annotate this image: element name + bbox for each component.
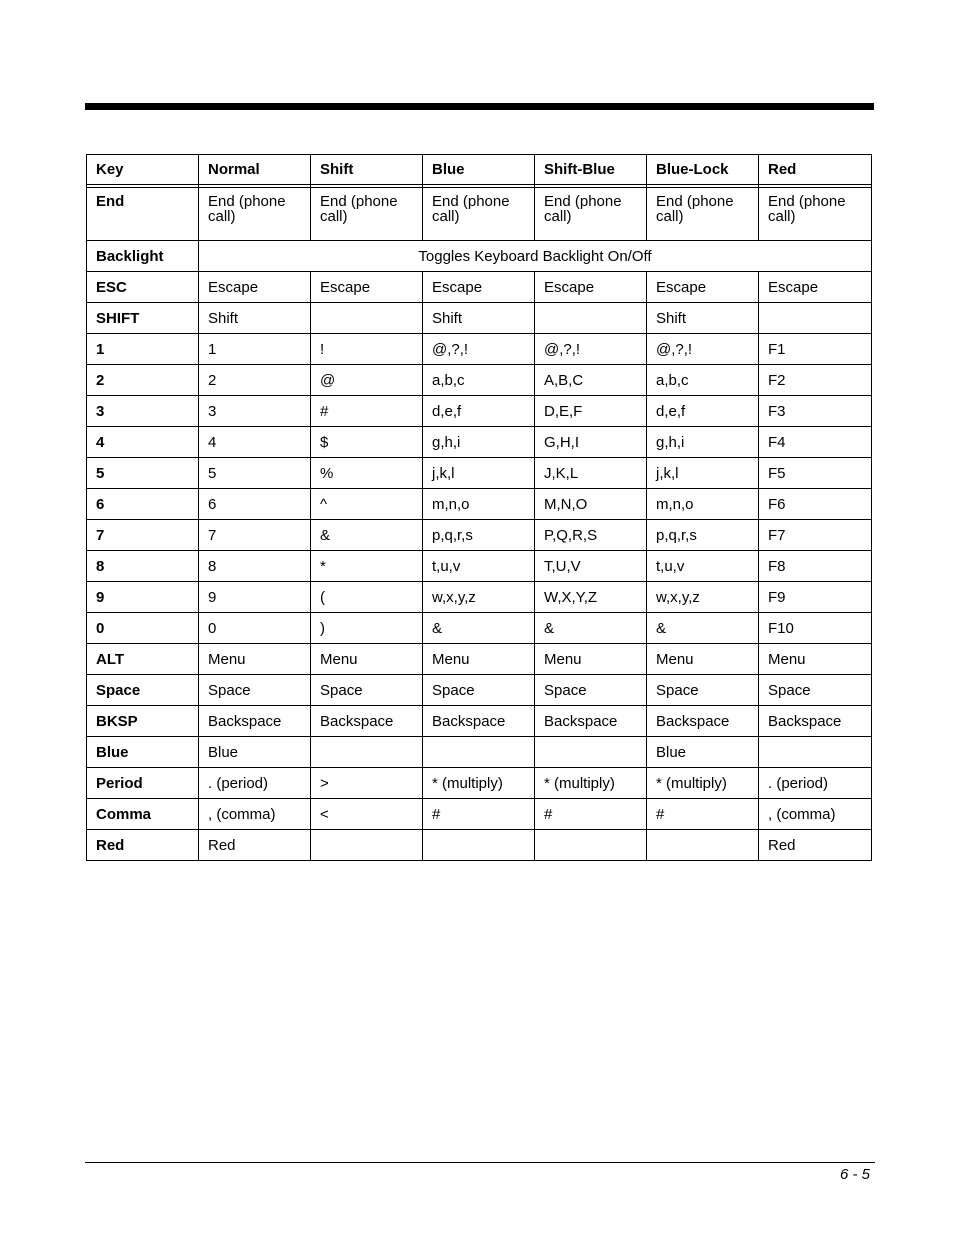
table-cell: * (multiply) <box>647 768 759 799</box>
key-mapping-table <box>86 154 872 861</box>
key-cell: 7 <box>87 520 199 551</box>
table-cell <box>647 830 759 861</box>
table-row <box>87 458 872 489</box>
table-cell: F10 <box>759 613 872 644</box>
table-row <box>87 799 872 830</box>
table-cell: 7 <box>199 520 311 551</box>
table-cell: 6 <box>199 489 311 520</box>
table-cell: Backspace <box>423 706 535 737</box>
table-cell <box>759 737 872 768</box>
table-cell: Escape <box>423 272 535 303</box>
table-cell: P,Q,R,S <box>535 520 647 551</box>
table-cell: Menu <box>423 644 535 675</box>
key-cell: Backlight <box>87 241 199 272</box>
table-cell <box>311 303 423 334</box>
key-cell: SHIFT <box>87 303 199 334</box>
table-cell: M,N,O <box>535 489 647 520</box>
header-shift-blue: Shift-Blue <box>535 155 647 185</box>
table-cell: Escape <box>199 272 311 303</box>
table-cell: Blue <box>647 737 759 768</box>
table-cell: * (multiply) <box>423 768 535 799</box>
table-cell: m,n,o <box>647 489 759 520</box>
table-cell: > <box>311 768 423 799</box>
table-cell: Backspace <box>647 706 759 737</box>
header-normal: Normal <box>199 155 311 185</box>
table-cell: G,H,I <box>535 427 647 458</box>
table-row <box>87 334 872 365</box>
table-header-row <box>87 155 872 185</box>
table-cell: Escape <box>759 272 872 303</box>
key-cell: 8 <box>87 551 199 582</box>
key-cell: 5 <box>87 458 199 489</box>
table-row <box>87 737 872 768</box>
table-cell: Backspace <box>199 706 311 737</box>
table-cell: 1 <box>199 334 311 365</box>
table-cell: 2 <box>199 365 311 396</box>
table-cell: p,q,r,s <box>423 520 535 551</box>
table-cell: ( <box>311 582 423 613</box>
table-cell: d,e,f <box>647 396 759 427</box>
key-cell: Comma <box>87 799 199 830</box>
table-cell: m,n,o <box>423 489 535 520</box>
table-cell: t,u,v <box>647 551 759 582</box>
table-cell: Red <box>759 830 872 861</box>
table-cell: F8 <box>759 551 872 582</box>
key-cell: 9 <box>87 582 199 613</box>
table-row <box>87 520 872 551</box>
table-cell: ! <box>311 334 423 365</box>
table-cell: F5 <box>759 458 872 489</box>
table-cell: Space <box>423 675 535 706</box>
table-cell: Menu <box>759 644 872 675</box>
table-cell: End (phone call) <box>759 188 872 241</box>
key-cell: 0 <box>87 613 199 644</box>
key-cell: 6 <box>87 489 199 520</box>
table-cell: @,?,! <box>423 334 535 365</box>
table-cell: @ <box>311 365 423 396</box>
table-cell <box>423 737 535 768</box>
table-cell: a,b,c <box>647 365 759 396</box>
table-cell: g,h,i <box>647 427 759 458</box>
table-cell: $ <box>311 427 423 458</box>
table-cell: ) <box>311 613 423 644</box>
table-cell: . (period) <box>759 768 872 799</box>
table-cell <box>423 830 535 861</box>
table-cell: 9 <box>199 582 311 613</box>
table-cell: Menu <box>311 644 423 675</box>
key-cell: End <box>87 188 199 241</box>
table-cell: Red <box>199 830 311 861</box>
table-cell: , (comma) <box>759 799 872 830</box>
table-cell: Menu <box>647 644 759 675</box>
table-cell: d,e,f <box>423 396 535 427</box>
table-cell: Shift <box>423 303 535 334</box>
table-cell: F9 <box>759 582 872 613</box>
table-cell: Backspace <box>535 706 647 737</box>
table-cell: j,k,l <box>423 458 535 489</box>
key-cell: Period <box>87 768 199 799</box>
table-row <box>87 675 872 706</box>
table-row <box>87 706 872 737</box>
table-cell: End (phone call) <box>199 188 311 241</box>
table-cell: & <box>311 520 423 551</box>
key-cell: 2 <box>87 365 199 396</box>
table-cell: , (comma) <box>199 799 311 830</box>
table-cell: * (multiply) <box>535 768 647 799</box>
key-cell: 1 <box>87 334 199 365</box>
table-cell: & <box>535 613 647 644</box>
table-cell: p,q,r,s <box>647 520 759 551</box>
table-cell: % <box>311 458 423 489</box>
key-cell: ALT <box>87 644 199 675</box>
table-cell <box>311 737 423 768</box>
table-cell: @,?,! <box>647 334 759 365</box>
key-cell: 4 <box>87 427 199 458</box>
table-cell: < <box>311 799 423 830</box>
backlight-description: Toggles Keyboard Backlight On/Off <box>199 241 872 272</box>
table-row <box>87 582 872 613</box>
table-cell: F4 <box>759 427 872 458</box>
table-row <box>87 830 872 861</box>
table-cell: Space <box>311 675 423 706</box>
table-cell: j,k,l <box>647 458 759 489</box>
table-cell: W,X,Y,Z <box>535 582 647 613</box>
table-cell: End (phone call) <box>535 188 647 241</box>
table-cell <box>311 830 423 861</box>
table-cell: End (phone call) <box>311 188 423 241</box>
table-row <box>87 489 872 520</box>
table-cell: End (phone call) <box>423 188 535 241</box>
key-cell: Red <box>87 830 199 861</box>
table-cell: 8 <box>199 551 311 582</box>
table-cell: Backspace <box>311 706 423 737</box>
table-cell: @,?,! <box>535 334 647 365</box>
table-row <box>87 613 872 644</box>
table-cell: 0 <box>199 613 311 644</box>
table-cell: D,E,F <box>535 396 647 427</box>
table-cell <box>759 303 872 334</box>
key-cell: BKSP <box>87 706 199 737</box>
table-row <box>87 365 872 396</box>
table-cell: Backspace <box>759 706 872 737</box>
table-cell: Space <box>535 675 647 706</box>
page-number: 6 - 5 <box>839 1166 870 1183</box>
table-cell: F2 <box>759 365 872 396</box>
table-cell: Menu <box>535 644 647 675</box>
header-blue: Blue <box>423 155 535 185</box>
table-row-backlight <box>87 241 872 272</box>
table-cell: * <box>311 551 423 582</box>
table-cell <box>535 303 647 334</box>
table-cell: 3 <box>199 396 311 427</box>
key-cell: 3 <box>87 396 199 427</box>
table-row-end <box>87 188 872 241</box>
table-row <box>87 272 872 303</box>
table-cell: w,x,y,z <box>423 582 535 613</box>
table-cell: End (phone call) <box>647 188 759 241</box>
table-cell: Shift <box>647 303 759 334</box>
table-cell: F3 <box>759 396 872 427</box>
table-cell: Shift <box>199 303 311 334</box>
table-cell: & <box>423 613 535 644</box>
table-cell: w,x,y,z <box>647 582 759 613</box>
header-key: Key <box>87 155 199 185</box>
table-row <box>87 551 872 582</box>
header-shift: Shift <box>311 155 423 185</box>
key-cell: Space <box>87 675 199 706</box>
table-row <box>87 427 872 458</box>
table-cell <box>535 737 647 768</box>
table-cell: a,b,c <box>423 365 535 396</box>
table-row <box>87 303 872 334</box>
table-row <box>87 644 872 675</box>
table-cell: Space <box>199 675 311 706</box>
table-cell: Blue <box>199 737 311 768</box>
table-cell: F6 <box>759 489 872 520</box>
table-cell: Escape <box>311 272 423 303</box>
table-cell: T,U,V <box>535 551 647 582</box>
table-row <box>87 768 872 799</box>
table-cell: # <box>535 799 647 830</box>
header-blue-lock: Blue-Lock <box>647 155 759 185</box>
table-cell: F1 <box>759 334 872 365</box>
table-cell: Space <box>647 675 759 706</box>
table-cell: 4 <box>199 427 311 458</box>
header-rule <box>85 103 874 110</box>
table-row <box>87 396 872 427</box>
table-cell: . (period) <box>199 768 311 799</box>
table-cell: J,K,L <box>535 458 647 489</box>
table-cell: Escape <box>535 272 647 303</box>
table-cell: # <box>647 799 759 830</box>
table-cell: g,h,i <box>423 427 535 458</box>
header-red: Red <box>759 155 872 185</box>
table-cell: A,B,C <box>535 365 647 396</box>
footer-rule <box>85 1162 875 1163</box>
table-cell: 5 <box>199 458 311 489</box>
table-cell: # <box>423 799 535 830</box>
table-cell: Menu <box>199 644 311 675</box>
table-cell: ^ <box>311 489 423 520</box>
key-cell: Blue <box>87 737 199 768</box>
key-cell: ESC <box>87 272 199 303</box>
table-cell: # <box>311 396 423 427</box>
table-cell: Space <box>759 675 872 706</box>
table-cell: Escape <box>647 272 759 303</box>
table-cell: t,u,v <box>423 551 535 582</box>
table-cell: & <box>647 613 759 644</box>
table-cell: F7 <box>759 520 872 551</box>
table-cell <box>535 830 647 861</box>
